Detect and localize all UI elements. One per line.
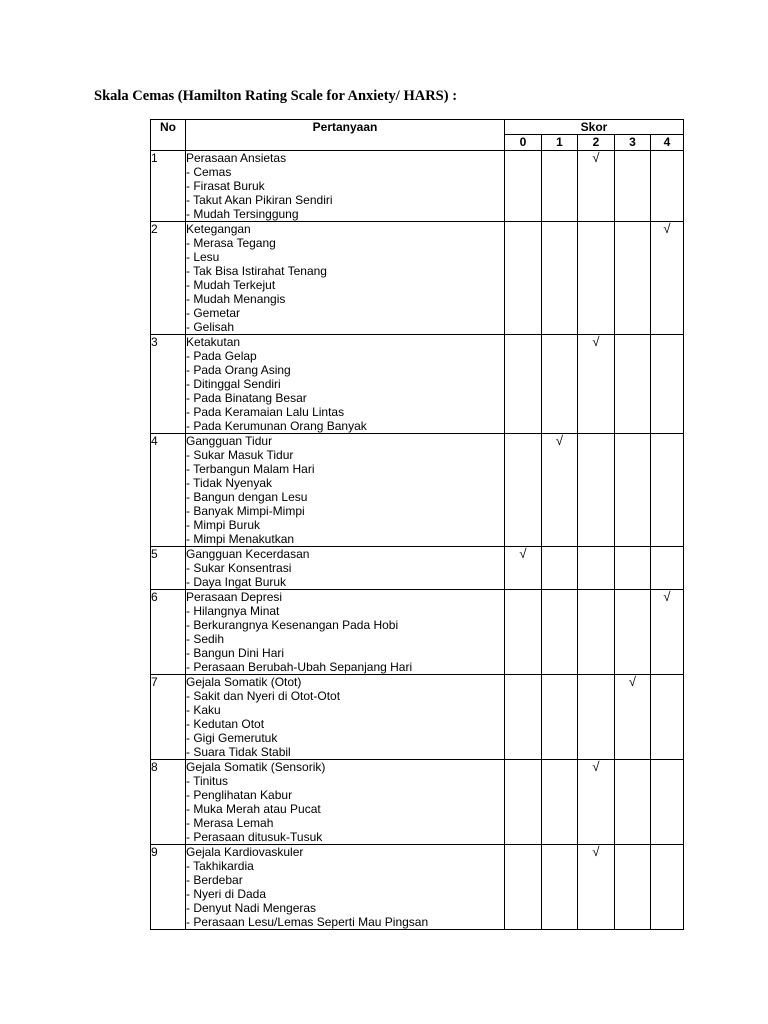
score-col-0: 0 <box>505 135 542 151</box>
question-title: Gejala Somatik (Sensorik) <box>186 760 326 774</box>
score-cell-3 <box>615 222 651 335</box>
question-title: Perasaan Depresi <box>186 590 283 604</box>
question-item: - Cemas <box>186 165 232 179</box>
question-cell <box>186 675 505 760</box>
question-item: - Mimpi Menakutkan <box>186 532 295 546</box>
score-cell-4 <box>651 335 684 434</box>
score-cell-2 <box>578 222 615 335</box>
score-cell-1 <box>542 760 578 845</box>
page-title: Skala Cemas (Hamilton Rating Scale for Anxiety/ HARS) : <box>94 88 458 104</box>
question-item: - Bangun Dini Hari <box>186 646 285 660</box>
question-item: - Sukar Masuk Tidur <box>186 448 294 462</box>
question-item: - Pada Keramaian Lalu Lintas <box>186 405 345 419</box>
row-number: 8 <box>151 760 186 845</box>
question-cell <box>186 760 505 845</box>
table-body <box>151 151 684 930</box>
score-cell-4 <box>651 222 684 335</box>
question-item: - Firasat Buruk <box>186 179 265 193</box>
question-item: - Hilangnya Minat <box>186 604 280 618</box>
question-item: - Berdebar <box>186 873 243 887</box>
row-number: 2 <box>151 222 186 335</box>
table-row <box>151 335 684 434</box>
check-icon: √ <box>555 433 564 448</box>
question-item: - Lesu <box>186 250 220 264</box>
check-icon: √ <box>628 674 637 689</box>
question-item: - Gigi Gemerutuk <box>186 731 278 745</box>
score-cell-3 <box>615 590 651 675</box>
row-number: 6 <box>151 590 186 675</box>
score-cell-3 <box>615 434 651 547</box>
score-cell-0 <box>505 547 542 590</box>
question-item: - Merasa Lemah <box>186 816 274 830</box>
row-number: 3 <box>151 335 186 434</box>
question-item: - Perasaan ditusuk-Tusuk <box>186 830 323 844</box>
question-cell <box>186 151 505 222</box>
score-cell-2 <box>578 675 615 760</box>
question-item: - Daya Ingat Buruk <box>186 575 287 589</box>
score-cell-2 <box>578 760 615 845</box>
question-item: - Takut Akan Pikiran Sendiri <box>186 193 333 207</box>
score-cell-2 <box>578 547 615 590</box>
score-cell-0 <box>505 845 542 930</box>
score-cell-2 <box>578 845 615 930</box>
table-row <box>151 151 684 222</box>
score-cell-4 <box>651 590 684 675</box>
header-question: Pertanyaan <box>186 120 505 151</box>
score-cell-1 <box>542 151 578 222</box>
question-item: - Banyak Mimpi-Mimpi <box>186 504 305 518</box>
question-item: - Perasaan Lesu/Lemas Seperti Mau Pingsan <box>186 915 429 929</box>
table-row <box>151 675 684 760</box>
score-cell-0 <box>505 590 542 675</box>
question-item: - Tak Bisa Istirahat Tenang <box>186 264 327 278</box>
question-item: - Nyeri di Dada <box>186 887 267 901</box>
score-col-3: 3 <box>615 135 651 151</box>
row-number: 4 <box>151 434 186 547</box>
table-row <box>151 547 684 590</box>
question-item: - Sedih <box>186 632 225 646</box>
score-cell-2 <box>578 335 615 434</box>
score-cell-4 <box>651 845 684 930</box>
question-item: - Bangun dengan Lesu <box>186 490 308 504</box>
question-item: - Sakit dan Nyeri di Otot-Otot <box>186 689 341 703</box>
score-cell-0 <box>505 675 542 760</box>
question-item: - Tidak Nyenyak <box>186 476 273 490</box>
check-icon: √ <box>663 589 671 604</box>
check-icon: √ <box>663 221 671 236</box>
score-cell-2 <box>578 151 615 222</box>
question-cell <box>186 845 505 930</box>
row-number: 5 <box>151 547 186 590</box>
score-cell-0 <box>505 222 542 335</box>
question-item: - Ditinggal Sendiri <box>186 377 281 391</box>
question-item: - Pada Orang Asing <box>186 363 291 377</box>
question-cell <box>186 590 505 675</box>
question-item: - Mudah Menangis <box>186 292 286 306</box>
score-cell-0 <box>505 151 542 222</box>
hars-table <box>150 119 684 930</box>
question-title: Gejala Kardiovaskuler <box>186 845 304 859</box>
score-cell-4 <box>651 434 684 547</box>
question-item: - Sukar Konsentrasi <box>186 561 292 575</box>
row-number: 9 <box>151 845 186 930</box>
question-item: - Penglihatan Kabur <box>186 788 293 802</box>
question-title: Ketegangan <box>186 222 251 236</box>
score-cell-1 <box>542 434 578 547</box>
score-cell-1 <box>542 675 578 760</box>
score-col-2: 2 <box>578 135 615 151</box>
question-cell <box>186 547 505 590</box>
question-title: Gangguan Tidur <box>186 434 273 448</box>
score-cell-3 <box>615 845 651 930</box>
score-cell-3 <box>615 335 651 434</box>
check-icon: √ <box>592 759 600 774</box>
score-cell-4 <box>651 760 684 845</box>
question-item: - Merasa Tegang <box>186 236 276 250</box>
question-item: - Perasaan Berubah-Ubah Sepanjang Hari <box>186 660 413 674</box>
header-score: Skor <box>505 120 684 135</box>
score-col-1: 1 <box>542 135 578 151</box>
question-title: Perasaan Ansietas <box>186 151 287 165</box>
header-no: No <box>151 120 186 151</box>
check-icon: √ <box>592 844 600 859</box>
question-item: - Pada Binatang Besar <box>186 391 307 405</box>
question-item: - Denyut Nadi Mengeras <box>186 901 317 915</box>
question-item: - Mudah Terkejut <box>186 278 276 292</box>
score-cell-1 <box>542 222 578 335</box>
question-title: Gejala Somatik (Otot) <box>186 675 302 689</box>
question-item: - Gelisah <box>186 320 235 334</box>
question-item: - Kaku <box>186 703 221 717</box>
question-item: - Muka Merah atau Pucat <box>186 802 321 816</box>
score-cell-0 <box>505 760 542 845</box>
score-cell-4 <box>651 151 684 222</box>
question-cell <box>186 434 505 547</box>
score-cell-4 <box>651 547 684 590</box>
score-cell-2 <box>578 434 615 547</box>
question-cell <box>186 335 505 434</box>
row-number: 1 <box>151 151 186 222</box>
score-cell-0 <box>505 335 542 434</box>
table-row <box>151 590 684 675</box>
question-item: - Berkurangnya Kesenangan Pada Hobi <box>186 618 399 632</box>
question-item: - Takhikardia <box>186 859 254 873</box>
score-cell-2 <box>578 590 615 675</box>
score-cell-4 <box>651 675 684 760</box>
check-icon: √ <box>592 334 600 349</box>
score-cell-0 <box>505 434 542 547</box>
question-item: - Gemetar <box>186 306 241 320</box>
score-cell-1 <box>542 845 578 930</box>
table-row <box>151 434 684 547</box>
table-row <box>151 760 684 845</box>
question-item: - Tinitus <box>186 774 229 788</box>
check-icon: √ <box>519 546 527 561</box>
score-cell-3 <box>615 151 651 222</box>
table-row <box>151 845 684 930</box>
question-item: - Kedutan Otot <box>186 717 265 731</box>
row-number: 7 <box>151 675 186 760</box>
question-cell <box>186 222 505 335</box>
score-cell-1 <box>542 335 578 434</box>
question-title: Gangguan Kecerdasan <box>186 547 310 561</box>
check-icon: √ <box>592 150 600 165</box>
question-item: - Mudah Tersinggung <box>186 207 299 221</box>
score-cell-3 <box>615 675 651 760</box>
table-row <box>151 222 684 335</box>
score-cell-3 <box>615 547 651 590</box>
score-cell-3 <box>615 760 651 845</box>
score-cell-1 <box>542 547 578 590</box>
question-item: - Suara Tidak Stabil <box>186 745 291 759</box>
question-item: - Pada Gelap <box>186 349 257 363</box>
question-item: - Pada Kerumunan Orang Banyak <box>186 419 367 433</box>
question-item: - Terbangun Malam Hari <box>186 462 315 476</box>
score-cell-1 <box>542 590 578 675</box>
question-item: - Mimpi Buruk <box>186 518 261 532</box>
score-col-4: 4 <box>651 135 684 151</box>
question-title: Ketakutan <box>186 335 241 349</box>
